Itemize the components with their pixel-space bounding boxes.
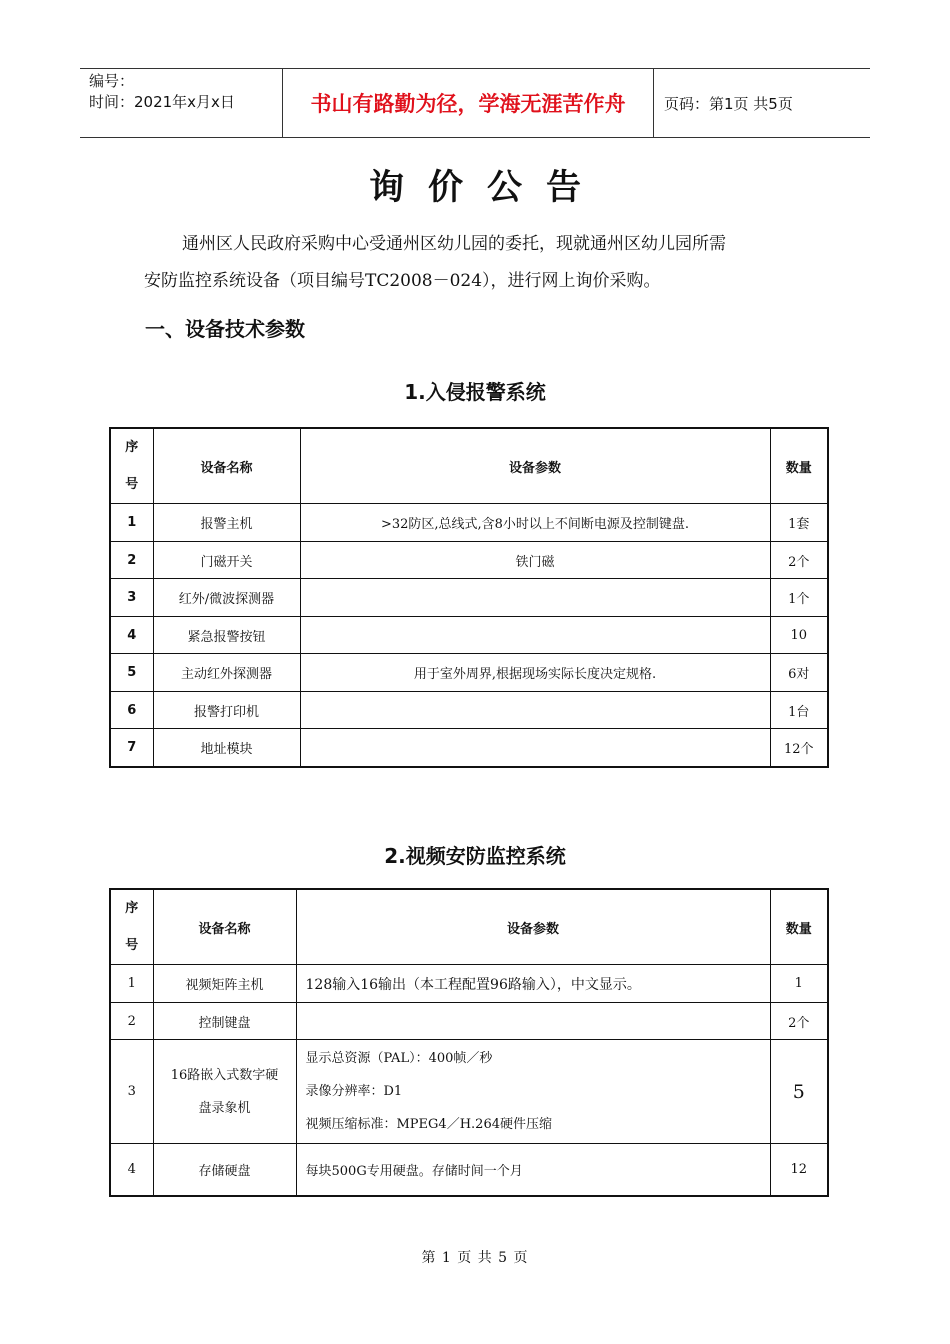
cell-qty: 1个 <box>770 579 828 617</box>
cell-params: 每块500G专用硬盘。存储时间一个月 <box>296 1144 770 1196</box>
cell-name: 存储硬盘 <box>153 1144 296 1196</box>
cell-seq: 5 <box>110 654 153 692</box>
cell-name: 控制键盘 <box>153 1003 296 1040</box>
cell-params <box>300 617 770 654</box>
cell-qty: 10 <box>770 617 828 654</box>
cell-params <box>296 1040 770 1144</box>
cell-params <box>300 579 770 617</box>
cell-params: 铁门磁 <box>300 542 770 579</box>
header-seq-top: 序 <box>125 440 139 455</box>
intro-line-2: 安防监控系统设备（项目编号TC2008－024），进行网上询价采购。 <box>144 271 661 291</box>
table-row <box>110 654 828 692</box>
header-seq <box>110 889 153 965</box>
table-row <box>110 1144 828 1196</box>
header-params: 设备参数 <box>296 889 770 965</box>
cell-name: 报警主机 <box>153 504 300 542</box>
table-row <box>110 1040 828 1144</box>
cell-qty: 6对 <box>770 654 828 692</box>
intrusion-alarm-table <box>109 427 829 768</box>
header-name: 设备名称 <box>153 889 296 965</box>
header-seq-bottom: 号 <box>125 938 139 953</box>
intro-paragraph <box>144 226 824 300</box>
table-row <box>110 692 828 729</box>
cell-seq: 7 <box>110 729 153 767</box>
cell-name <box>153 1040 296 1144</box>
cell-name: 报警打印机 <box>153 692 300 729</box>
intro-line-1: 通州区人民政府采购中心受通州区幼儿园的委托，现就通州区幼儿园所需 <box>182 234 726 254</box>
number-label: 编号： <box>89 72 135 90</box>
cell-name: 视频矩阵主机 <box>153 965 296 1003</box>
cell-seq: 1 <box>110 504 153 542</box>
header-qty: 数量 <box>770 428 828 504</box>
table-header-row <box>110 889 828 965</box>
cell-name-line: 16路嵌入式数字硬 <box>170 1067 279 1083</box>
header-params: 设备参数 <box>300 428 770 504</box>
header-motto: 书山有路勤为径，学海无涯苦作舟 <box>282 69 654 137</box>
cell-params-line: 视频压缩标准：MPEG4／H.264硬件压缩 <box>305 1117 552 1132</box>
cell-params: >32防区,总线式,含8小时以上不间断电源及控制键盘. <box>300 504 770 542</box>
cell-qty: 12个 <box>770 729 828 767</box>
table-row <box>110 579 828 617</box>
table-row <box>110 1003 828 1040</box>
table-row <box>110 729 828 767</box>
header-name: 设备名称 <box>153 428 300 504</box>
cell-params <box>296 1003 770 1040</box>
cell-name: 红外/微波探测器 <box>153 579 300 617</box>
cell-seq: 1 <box>110 965 153 1003</box>
header-seq-top: 序 <box>125 901 139 916</box>
cell-name: 门磁开关 <box>153 542 300 579</box>
table-header-row <box>110 428 828 504</box>
document-title: 询价公告 <box>368 167 605 208</box>
cell-qty: 1套 <box>770 504 828 542</box>
table-row <box>110 542 828 579</box>
table-row <box>110 504 828 542</box>
table-2-title: 2.视频安防监控系统 <box>384 844 566 868</box>
header-qty: 数量 <box>770 889 828 965</box>
cell-seq: 3 <box>110 579 153 617</box>
header-page-label: 页码：第1页 共5页 <box>664 94 793 113</box>
cell-seq: 4 <box>110 1144 153 1196</box>
section-title: 一、设备技术参数 <box>145 317 305 341</box>
video-surveillance-table <box>109 888 829 1197</box>
time-label: 时间：2021年x月x日 <box>89 93 235 111</box>
header-seq-bottom: 号 <box>125 477 139 492</box>
cell-qty: 1 <box>770 965 828 1003</box>
cell-name-line: 盘录象机 <box>198 1100 251 1116</box>
header-meta <box>80 69 282 137</box>
table-row <box>110 965 828 1003</box>
cell-params: 用于室外周界,根据现场实际长度决定规格. <box>300 654 770 692</box>
cell-params <box>300 692 770 729</box>
cell-qty: 2个 <box>770 542 828 579</box>
page-header <box>80 68 870 138</box>
cell-params <box>300 729 770 767</box>
cell-name: 主动红外探测器 <box>153 654 300 692</box>
cell-name: 地址模块 <box>153 729 300 767</box>
cell-seq: 4 <box>110 617 153 654</box>
cell-qty: 5 <box>770 1040 828 1144</box>
cell-qty: 1台 <box>770 692 828 729</box>
cell-seq: 2 <box>110 542 153 579</box>
page-footer: 第 1 页 共 5 页 <box>421 1250 529 1266</box>
cell-name: 紧急报警按钮 <box>153 617 300 654</box>
cell-seq: 3 <box>110 1040 153 1144</box>
table-row <box>110 617 828 654</box>
header-seq <box>110 428 153 504</box>
cell-params: 128输入16输出（本工程配置96路输入），中文显示。 <box>296 965 770 1003</box>
table-1-title: 1.入侵报警系统 <box>404 380 546 404</box>
cell-params-line: 显示总资源（PAL）：400帧／秒 <box>305 1051 493 1066</box>
cell-params-line: 录像分辨率：D1 <box>305 1084 403 1099</box>
cell-seq: 6 <box>110 692 153 729</box>
cell-qty: 12 <box>770 1144 828 1196</box>
cell-qty: 2个 <box>770 1003 828 1040</box>
cell-seq: 2 <box>110 1003 153 1040</box>
